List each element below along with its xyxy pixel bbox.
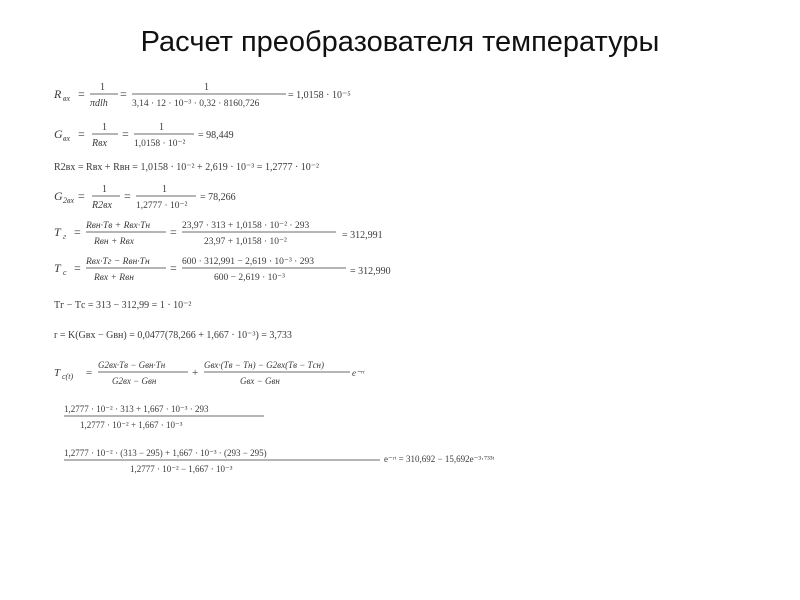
formula-result: = 1,0158 · 10⁻⁵	[288, 90, 351, 101]
formula-eq: =	[170, 225, 177, 239]
formula-r-vh	[54, 82, 351, 109]
formula-eq: =	[122, 127, 129, 141]
formula-lhs-sub: г	[63, 232, 67, 241]
formula-denominator: 600 − 2,619 · 10⁻³	[214, 273, 286, 283]
formula-numerator: 1	[204, 82, 209, 93]
formula-numerator: 1	[102, 122, 107, 133]
formula-numerator: Gвх·(Tв − Tн) − G2вх(Tв − Tсн)	[204, 360, 325, 370]
formula-denominator: 1,2777 · 10⁻²	[136, 201, 188, 211]
formula-numerator: 1,2777 · 10⁻² · (313 − 295) + 1,667 · 10⁻³ · (293 − 295)	[64, 448, 267, 458]
formula-canvas	[54, 76, 614, 496]
formula-lhs: G	[54, 189, 63, 203]
formula-lhs-sub: 2вх	[63, 196, 75, 205]
formula-t-diff	[54, 300, 191, 311]
formula-eq: =	[78, 127, 85, 141]
formula-lhs: T	[54, 367, 61, 379]
formula-denominator: 3,14 · 12 · 10⁻³ · 0,32 · 8160,726	[132, 99, 260, 109]
formula-denominator: 1,2777 · 10⁻² − 1,667 · 10⁻³	[130, 464, 233, 474]
formula-lhs-sub: вх	[63, 94, 71, 103]
formula-eq: =	[78, 87, 85, 101]
formula-denominator: Gвх − Gвн	[240, 376, 280, 386]
formula-t-g	[54, 221, 383, 247]
formula-numerator: 1	[162, 184, 167, 195]
formula-r2-vh	[54, 162, 319, 173]
formula-result: e⁻ʳᵗ	[352, 368, 365, 378]
formula-eq: +	[192, 367, 199, 379]
formula-denominator: Rвх	[92, 138, 107, 149]
formula-eq: =	[74, 261, 81, 275]
formula-numerator: 1	[102, 184, 107, 195]
page-title: Расчет преобразователя температуры	[140, 26, 660, 58]
formula-denominator: R2вх	[92, 200, 112, 211]
formula-result: e⁻ʳᵗ = 310,692 − 15,692e⁻³·⁷³³ᵗ	[384, 454, 495, 464]
formula-t-c-t	[54, 360, 365, 386]
formula-block	[54, 76, 614, 496]
formula-numerator: Rвн·Tв + Rвх·Tн	[86, 221, 151, 231]
formula-line: Tг − Tс = 313 − 312,99 = 1 · 10⁻²	[54, 300, 192, 311]
formula-eq: =	[124, 189, 131, 203]
formula-lhs-sub: с(t)	[62, 372, 74, 381]
formula-denominator: Rвн + Rвх	[94, 237, 134, 247]
formula-eq: =	[170, 261, 177, 275]
formula-denominator: Rвх + Rвн	[94, 273, 134, 283]
formula-lhs: R	[54, 87, 62, 101]
formula-result: = 312,990	[350, 266, 391, 277]
formula-eq: =	[74, 225, 81, 239]
formula-substitution-2	[64, 448, 495, 474]
formula-lhs-sub: c	[63, 268, 67, 277]
formula-numerator: 1,2777 · 10⁻² · 313 + 1,667 · 10⁻³ · 293	[64, 404, 209, 414]
formula-lhs-sub: вх	[63, 134, 71, 143]
formula-numerator: 1	[100, 82, 105, 93]
formula-denominator: πdlh	[90, 98, 108, 109]
formula-eq: =	[120, 87, 127, 101]
formula-line: r = K(Gвх − Gвн) = 0,0477(78,266 + 1,667 · 10⁻³) = 3,733	[54, 330, 292, 341]
formula-result: = 78,266	[200, 192, 236, 203]
formula-r	[54, 330, 292, 341]
formula-denominator: 23,97 + 1,0158 · 10⁻²	[204, 237, 287, 247]
formula-denominator: 1,2777 · 10⁻² + 1,667 · 10⁻³	[80, 420, 183, 430]
formula-numerator: 600 · 312,991 − 2,619 · 10⁻³ · 293	[182, 257, 314, 267]
formula-numerator: G2вх·Tв − Gвн·Tн	[98, 360, 166, 370]
formula-g-vh	[54, 122, 234, 149]
formula-lhs: T	[54, 261, 61, 275]
formula-g2-vh	[54, 184, 236, 211]
formula-numerator: 1	[159, 122, 164, 133]
formula-denominator: G2вх − Gвн	[112, 376, 157, 386]
formula-lhs: G	[54, 127, 63, 141]
formula-lhs: T	[54, 225, 61, 239]
formula-result: = 98,449	[198, 130, 234, 141]
formula-numerator: 23,97 · 313 + 1,0158 · 10⁻² · 293	[182, 221, 310, 231]
formula-t-c	[54, 257, 391, 283]
formula-result: = 312,991	[342, 230, 383, 241]
formula-denominator: 1,0158 · 10⁻²	[134, 139, 186, 149]
formula-line: R2вх = Rвх + Rвн = 1,0158 · 10⁻² + 2,619 · 10⁻³ = 1,2777 · 10⁻²	[54, 162, 320, 173]
formula-numerator: Rвх·Tг − Rвн·Tн	[86, 257, 150, 267]
formula-eq: =	[78, 189, 85, 203]
formula-substitution-1	[64, 404, 264, 430]
formula-eq: =	[86, 367, 93, 379]
